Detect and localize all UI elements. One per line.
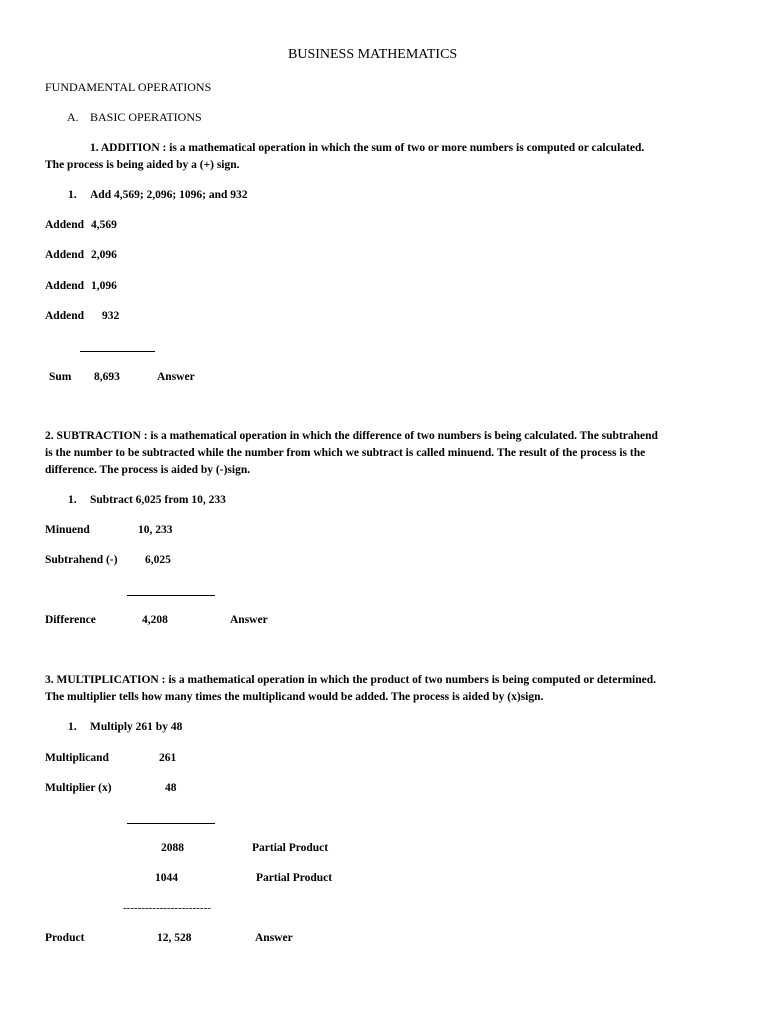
- subtraction-example-number: 1.: [68, 494, 77, 506]
- multiplication-example-text: Multiply 261 by 48: [90, 721, 183, 733]
- partial-product-label: Partial Product: [256, 872, 333, 884]
- addend-value: 4,569: [91, 219, 117, 231]
- addition-example-number: 1.: [68, 189, 77, 201]
- difference-label: Difference: [45, 614, 96, 626]
- addition-answer-label: Answer: [157, 371, 195, 383]
- multiplier-value: 48: [165, 782, 177, 794]
- minuend-value: 10, 233: [138, 524, 173, 536]
- addend-value: 2,096: [91, 249, 117, 261]
- multiplicand-value: 261: [159, 752, 177, 764]
- subtraction-example-text: Subtract 6,025 from 10, 233: [90, 494, 226, 506]
- addend-label: Addend: [45, 310, 84, 322]
- partial-product-label: Partial Product: [252, 842, 329, 854]
- addend-label: Addend: [45, 249, 84, 261]
- document-title: BUSINESS MATHEMATICS: [288, 47, 458, 62]
- product-value: 12, 528: [157, 932, 192, 944]
- partial-product-value: 2088: [161, 842, 184, 854]
- addend-label: Addend: [45, 219, 84, 231]
- subtraction-definition-line1: 2. SUBTRACTION : is a mathematical operation in which the difference of two numbers is being calculated. The subtrahend: [45, 430, 658, 442]
- subtraction-definition-line2: is the number to be subtracted while the number from which we subtract is called minuend. The result of the process is the: [45, 447, 646, 459]
- subtrahend-value: 6,025: [145, 554, 171, 566]
- multiplier-label: Multiplier (x): [45, 782, 112, 794]
- addition-example-text: Add 4,569; 2,096; 1096; and 932: [90, 189, 248, 201]
- product-label: Product: [45, 932, 85, 944]
- multiplication-underline: [127, 823, 215, 824]
- multiplication-answer-label: Answer: [255, 932, 293, 944]
- partial-product-value: 1044: [155, 872, 178, 884]
- sum-label: Sum: [49, 371, 72, 383]
- sum-value: 8,693: [94, 371, 120, 383]
- sum-underline: [80, 351, 155, 352]
- subtraction-answer-label: Answer: [230, 614, 268, 626]
- multiplicand-label: Multiplicand: [45, 752, 109, 764]
- subsection-letter: A.: [67, 110, 79, 124]
- addend-value: 932: [102, 310, 120, 322]
- subsection-heading: BASIC OPERATIONS: [90, 110, 202, 124]
- subtrahend-label: Subtrahend (-): [45, 554, 118, 566]
- minuend-label: Minuend: [45, 524, 90, 536]
- addition-definition-line2: The process is being aided by a (+) sign.: [45, 159, 240, 171]
- addend-value: 1,096: [91, 280, 117, 292]
- multiplication-definition-line2: The multiplier tells how many times the multiplicand would be added. The process is aided by (x)sign.: [45, 691, 544, 703]
- dashed-separator: ------------------------: [123, 902, 211, 914]
- multiplication-definition-line1: 3. MULTIPLICATION : is a mathematical operation in which the product of two numbers is being computed or determined.: [45, 674, 656, 686]
- addition-definition-line1: 1. ADDITION : is a mathematical operation in which the sum of two or more numbers is computed or calculated.: [90, 142, 645, 154]
- section-heading: FUNDAMENTAL OPERATIONS: [45, 80, 212, 94]
- difference-value: 4,208: [142, 614, 168, 626]
- difference-underline: [127, 595, 215, 596]
- addend-label: Addend: [45, 280, 84, 292]
- multiplication-example-number: 1.: [68, 721, 77, 733]
- subtraction-definition-line3: difference. The process is aided by (-)sign.: [45, 464, 251, 476]
